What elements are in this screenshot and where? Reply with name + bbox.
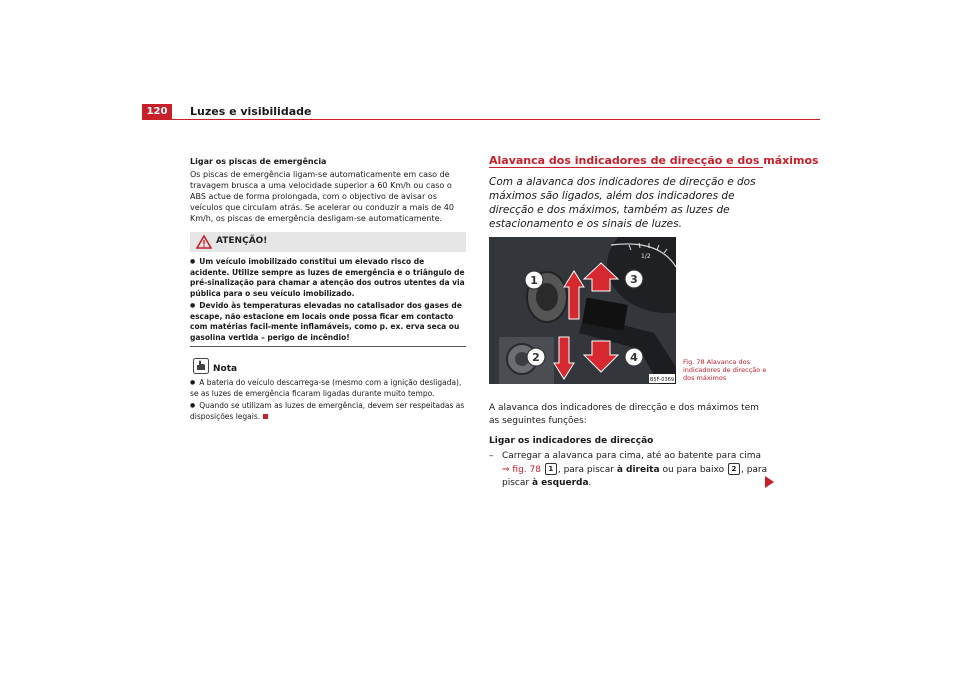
figure-code: B5F-0369	[649, 377, 675, 383]
warning-box	[190, 232, 466, 347]
warning-list	[190, 257, 466, 345]
functions-text: A alavanca dos indicadores de direcção e dos máximos tem as seguintes funções:	[489, 403, 759, 426]
figure-78	[489, 237, 676, 384]
step-dash: –	[489, 451, 494, 461]
warning-item: ● Um veículo imobilizado constitui um elevado risco de acidente. Utilize sempre as luzes de emergência e o triângulo de pré-sinalização para chamar a atenção dos outros utentes da via pública para o seu veículo imobilizado.	[190, 257, 466, 299]
end-of-section-mark	[263, 414, 268, 419]
note-item: ● A bateria do veículo descarrega-se (mesmo com a ignição desligada), se as luzes de emergência ficaram ligadas durante muito tempo.	[190, 378, 466, 399]
step-text: .	[588, 478, 592, 488]
page-number: 120	[142, 104, 172, 120]
note-title: Nota	[213, 364, 238, 374]
note-item-text: Quando se utilizam as luzes de emergência, devem ser respeitadas as disposições legais.	[190, 401, 465, 421]
step-text: , para piscar	[502, 465, 768, 488]
lever-illustration	[489, 237, 676, 384]
section-rule	[489, 167, 763, 168]
callout-2	[527, 348, 545, 366]
turn-signal-step	[489, 450, 769, 490]
note-icon	[193, 358, 209, 374]
figure-caption: Fig. 78 Alavanca dos indicadores de direcção e dos máximos	[683, 358, 767, 382]
warning-triangle-icon	[196, 235, 212, 249]
svg-text:4: 4	[630, 351, 638, 364]
position-2-badge: 2	[728, 463, 740, 475]
svg-text:1: 1	[530, 274, 538, 287]
step-emphasis: à direita	[616, 465, 660, 475]
header-rule	[142, 119, 820, 120]
note-item	[190, 401, 466, 422]
fig-78-link[interactable]: ⇒ fig. 78	[502, 465, 541, 475]
position-1-badge: 1	[545, 463, 557, 475]
warning-title: ATENÇÃO!	[216, 236, 268, 246]
continue-arrow-icon	[765, 476, 774, 488]
chapter-title: Luzes e visibilidade	[190, 105, 312, 118]
hazard-section	[190, 156, 466, 224]
hazard-title: Ligar os piscas de emergência	[190, 157, 327, 166]
step-emphasis: à esquerda	[531, 478, 589, 488]
svg-text:2: 2	[532, 351, 540, 364]
warning-header	[190, 232, 466, 252]
note-list	[190, 378, 466, 424]
step-text: ou para baixo	[662, 465, 725, 475]
section-title: Alavanca dos indicadores de direcção e dos máximos	[489, 154, 819, 167]
step-text: Carregar a alavanca para cima, até ao batente para cima	[502, 451, 761, 461]
warning-item: ● Devido às temperaturas elevadas no catalisador dos gases de escape, não estacione em locais onde possa ficar em contacto com matérias facil-mente inflamáveis, como p. ex. erva seca ou gasolina vertida – perigo de incêndio!	[190, 301, 466, 343]
gauge-label: 1/2	[641, 253, 651, 260]
callout-3	[625, 270, 643, 288]
step-text: , para piscar	[557, 465, 614, 475]
callout-1	[525, 271, 543, 289]
turn-signal-subhead: Ligar os indicadores de direcção	[489, 436, 654, 446]
svg-text:3: 3	[630, 273, 638, 286]
hazard-text: Os piscas de emergência ligam-se automaticamente em caso de travagem brusca a uma velocidade superior a 60 Km/h ou caso o ABS actue de forma prolongada, com o objectivo de avisar os veículos que circulam atrás. Se acelerar ou conduzir a mais de 40 Km/h, os piscas de emergência desligam-se automaticamente.	[190, 170, 454, 223]
section-intro: Com a alavanca dos indicadores de direcção e dos máximos são ligados, além dos indicadores de direcção e dos máximos, também as luzes de estacionamento e os sinais de luzes.	[489, 176, 756, 230]
callout-4	[625, 348, 643, 366]
